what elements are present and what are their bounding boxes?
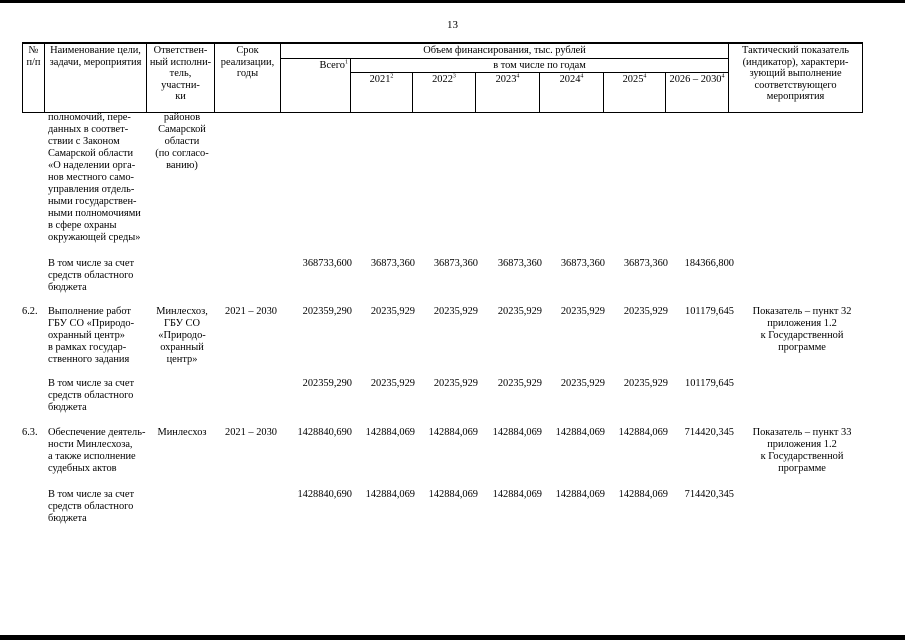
- row-value: 184366,800: [684, 258, 734, 269]
- header-year: 2026 – 2030$^4$: [666, 73, 729, 113]
- row-value: 36873,360: [433, 258, 478, 269]
- row-value: 101179,645: [685, 306, 734, 317]
- table-header: [22, 42, 863, 113]
- row-value: 36873,360: [497, 258, 542, 269]
- row-value: 142884,069: [365, 427, 415, 438]
- row-value: 142884,069: [428, 427, 478, 438]
- header-name: Наименование цели, задачи, мероприятия: [45, 43, 147, 113]
- row-value: 142884,069: [618, 427, 668, 438]
- header-total: Всего$^1$: [281, 58, 351, 113]
- row-value: 20235,929: [497, 378, 542, 389]
- row-value: 714420,345: [684, 489, 734, 500]
- row-responsible: Минлесхоз, ГБУ СО «Природо- охранный центр»: [156, 306, 208, 365]
- row-name: Выполнение работ ГБУ СО «Природо- охранный центр» в рамках государ- ственного задания: [48, 306, 135, 365]
- row-value: 20235,929: [560, 378, 605, 389]
- row-total: 202359,290: [302, 378, 352, 389]
- row-value: 142884,069: [365, 489, 415, 500]
- row-value: 36873,360: [560, 258, 605, 269]
- row-value: 142884,069: [492, 427, 542, 438]
- header-responsible: Ответствен- ный исполни- тель, участни- ки: [147, 43, 215, 113]
- header-num: № п/п: [23, 43, 45, 113]
- row-value: 36873,360: [370, 258, 415, 269]
- row-value: 20235,929: [370, 378, 415, 389]
- row-term: 2021 – 2030: [225, 306, 277, 317]
- header-year: 2023$^4$: [476, 73, 540, 113]
- page-number: 13: [447, 19, 458, 31]
- row-name: В том числе за счет средств областного бюджета: [48, 489, 134, 524]
- header-year: 2022$^3$: [413, 73, 476, 113]
- row-value: 101179,645: [685, 378, 734, 389]
- row-num: 6.3.: [22, 427, 38, 438]
- row-value: 20235,929: [433, 378, 478, 389]
- header-year: 2025$^4$: [604, 73, 666, 113]
- row-total: 1428840,690: [297, 427, 352, 438]
- header-by-years: в том числе по годам: [351, 58, 729, 73]
- row-total: 202359,290: [302, 306, 352, 317]
- row-value: 142884,069: [428, 489, 478, 500]
- row-name: полномочий, пере- данных в соответ- ствии с Законом Самарской области «О наделении орга- нов местного само- управления отдель- ными государствен- ными полномочиями в сфере охраны окружающей среды»: [48, 112, 141, 243]
- row-indicator: Показатель – пункт 33 приложения 1.2 к Государственной программе: [752, 427, 852, 474]
- row-value: 36873,360: [623, 258, 668, 269]
- row-value: 20235,929: [623, 306, 668, 317]
- row-name: Обеспечение деятель- ности Минлесхоза, а также исполнение судебных актов: [48, 427, 146, 474]
- header-term: Срок реализации, годы: [215, 43, 281, 113]
- row-total: 1428840,690: [297, 489, 352, 500]
- header-indicator: Тактический показатель (индикатор), характери- зующий выполнение соответствующего мероприятия: [729, 43, 863, 113]
- budget-table: [22, 42, 862, 524]
- header-financing: Объем финансирования, тыс. рублей: [281, 43, 729, 58]
- row-value: 20235,929: [433, 306, 478, 317]
- row-value: 142884,069: [492, 489, 542, 500]
- row-responsible: Минлесхоз: [157, 427, 207, 438]
- row-value: 142884,069: [555, 427, 605, 438]
- row-name: В том числе за счет средств областного бюджета: [48, 378, 134, 413]
- row-value: 142884,069: [618, 489, 668, 500]
- row-responsible: районов Самарской области (по согласо- ванию): [155, 112, 209, 171]
- row-value: 20235,929: [497, 306, 542, 317]
- row-indicator: Показатель – пункт 32 приложения 1.2 к Государственной программе: [752, 306, 852, 353]
- row-value: 714420,345: [684, 427, 734, 438]
- row-num: 6.2.: [22, 306, 38, 317]
- top-rule: [0, 0, 905, 3]
- row-name: В том числе за счет средств областного бюджета: [48, 258, 134, 293]
- row-term: 2021 – 2030: [225, 427, 277, 438]
- row-total: 368733,600: [302, 258, 352, 269]
- header-year: 2021$^2$: [351, 73, 413, 113]
- row-value: 20235,929: [623, 378, 668, 389]
- header-year: 2024$^4$: [540, 73, 604, 113]
- bottom-rule: [0, 635, 905, 640]
- row-value: 142884,069: [555, 489, 605, 500]
- row-value: 20235,929: [560, 306, 605, 317]
- row-value: 20235,929: [370, 306, 415, 317]
